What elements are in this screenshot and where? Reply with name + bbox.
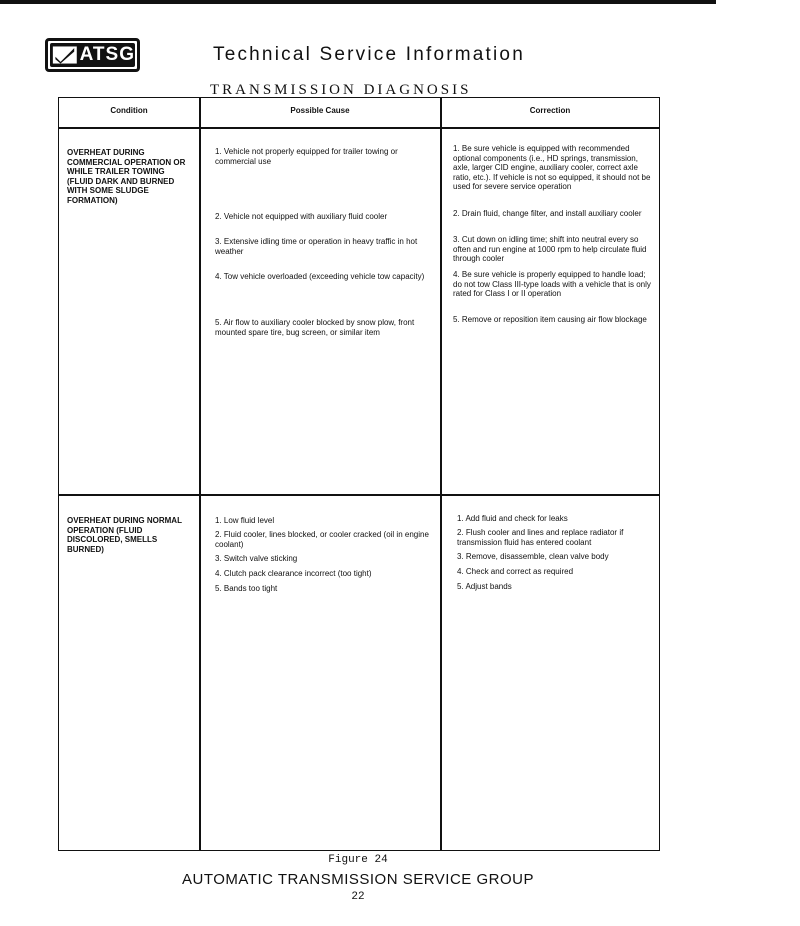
- cause-item: [215, 584, 429, 594]
- correction-item: [453, 144, 653, 192]
- logo-text: ATSG: [79, 44, 135, 65]
- correction-item: [457, 528, 653, 547]
- cause-item: [215, 530, 429, 549]
- cause-item: [215, 237, 429, 256]
- page-number: 22: [351, 891, 365, 903]
- correction-item: [457, 514, 653, 524]
- figure-label: Figure 24: [328, 854, 388, 866]
- cause-item: [215, 516, 429, 526]
- correction-item: [457, 552, 653, 562]
- cause-item: [215, 212, 429, 222]
- cause-text: 1. Low fluid level: [215, 516, 275, 525]
- top-rule: [0, 0, 716, 4]
- cause-text: 1. Vehicle not properly equipped for trailer towing or commercial use: [215, 147, 398, 166]
- column-divider: [199, 98, 201, 850]
- correction-item: [453, 315, 653, 325]
- correction-text: 1. Be sure vehicle is equipped with recommended optional components (i.e., HD springs, transmission, axle, larger CID engine, auxiliary cooler, correct axle ratio, etc.). If vehicle is not so equipped, it should not be used for severe service operation: [453, 144, 651, 191]
- correction-text: 3. Remove, disassemble, clean valve body: [457, 552, 609, 561]
- cause-text: 3. Switch valve sticking: [215, 554, 298, 563]
- correction-item: [453, 235, 653, 264]
- cause-text: 5. Bands too tight: [215, 584, 278, 593]
- column-header-condition: Condition: [110, 106, 148, 115]
- header-title: Technical Service Information: [213, 44, 525, 65]
- cause-item: [215, 569, 429, 579]
- row-divider: [59, 494, 659, 496]
- correction-text: 4. Be sure vehicle is properly equipped to handle load; do not tow Class III-type loads with a vehicle that is only rated for Class I or II operation: [453, 270, 651, 298]
- cause-text: 4. Clutch pack clearance incorrect (too tight): [215, 569, 372, 578]
- correction-text: 5. Remove or reposition item causing air flow blockage: [453, 315, 647, 324]
- correction-item: [453, 270, 653, 299]
- correction-text: 5. Adjust bands: [457, 582, 512, 591]
- column-divider: [440, 98, 442, 850]
- cause-text: 5. Air flow to auxiliary cooler blocked by snow plow, front mounted spare tire, bug screen, or similar item: [215, 318, 415, 337]
- column-header-correction: Correction: [529, 106, 571, 115]
- correction-item: [453, 209, 653, 219]
- correction-item: [457, 567, 653, 577]
- condition-cell: OVERHEAT DURING NORMAL OPERATION (FLUID DISCOLORED, SMELLS BURNED): [67, 516, 182, 554]
- cause-item: [215, 147, 429, 166]
- cause-item: [215, 554, 429, 564]
- correction-text: 3. Cut down on idling time; shift into neutral every so often and run engine at 1000 rpm to help circulate fluid through cooler: [453, 235, 647, 263]
- diagnosis-table: [58, 97, 660, 851]
- cause-text: 2. Fluid cooler, lines blocked, or cooler cracked (oil in engine coolant): [215, 530, 429, 549]
- column-header-possible-cause: Possible Cause: [290, 106, 350, 115]
- condition-cell: OVERHEAT DURING COMMERCIAL OPERATION OR WHILE TRAILER TOWING (FLUID DARK AND BURNED WITH SOME SLUDGE FORMATION): [67, 148, 186, 205]
- correction-text: 2. Flush cooler and lines and replace radiator if transmission fluid has entered coolant: [457, 528, 624, 547]
- cause-text: 4. Tow vehicle overloaded (exceeding vehicle tow capacity): [215, 272, 425, 281]
- logo-check-icon: [52, 43, 78, 67]
- correction-text: 2. Drain fluid, change filter, and install auxiliary cooler: [453, 209, 642, 218]
- document-title: TRANSMISSION DIAGNOSIS: [210, 82, 472, 98]
- correction-text: 1. Add fluid and check for leaks: [457, 514, 568, 523]
- cause-text: 2. Vehicle not equipped with auxiliary fluid cooler: [215, 212, 388, 221]
- correction-item: [457, 582, 653, 592]
- atsg-logo: [45, 38, 140, 72]
- header-divider: [59, 127, 659, 129]
- cause-item: [215, 318, 429, 337]
- cause-item: [215, 272, 429, 282]
- footer-organization: AUTOMATIC TRANSMISSION SERVICE GROUP: [182, 871, 534, 888]
- correction-text: 4. Check and correct as required: [457, 567, 574, 576]
- cause-text: 3. Extensive idling time or operation in heavy traffic in hot weather: [215, 237, 418, 256]
